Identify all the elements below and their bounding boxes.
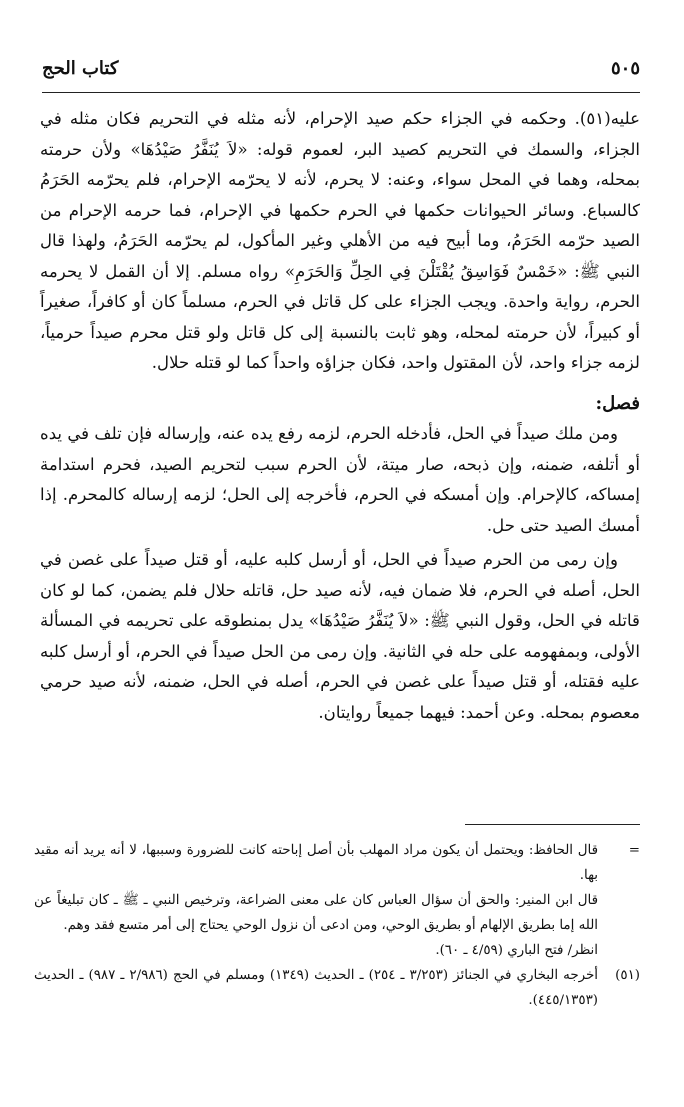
paragraph-2: ومن ملك صيداً في الحل، فأدخله الحرم، لزمه رفع يده عنه، وإرساله فإن تلف في يده أو أتلفه، ضمنه، وإن ذبحه، صار ميتة، لأن الحرم سبب لتحريم الصيد، فحرم استدامة إمساكه، كالإحرام. وإن أمسكه في الحرم، فأخرجه إلى الحل؛ لزمه إرساله كالمحرم. إذا أمسك الصيد حتى حل. [40, 424, 640, 535]
footnote-line: قال الحافظ: ويحتمل أن يكون مراد المهلب بأن أصل إباحته كانت للضرورة وسببها، لا أنه يريد أنه مقيد بها. [34, 843, 598, 883]
footnote-51 [34, 963, 640, 1013]
page-number: ٥٠٥ [610, 57, 640, 79]
main-text [40, 104, 640, 728]
footnote-number: (٥١) [615, 968, 640, 983]
page-header [42, 48, 640, 88]
paragraph-3: وإن رمى من الحرم صيداً في الحل، أو أرسل كلبه عليه، أو قتل صيداً على غصن في الحل، أصله في الحرم، فلا ضمان فيه، لأنه صيد حل، قاتله حلال فلم يضمن، كما لو كان قاتله في الحل، وقول النبي ﷺ: «لاَ يُنَفَّرُ صَيْدُهَا» يدل بمنطوقه على تحريمه في المسألة الأولى، وبمفهومه على حله في الثانية. وإن رمى من الحل صيداً في الحرم، أو أرسل كلبه عليه فقتله، أو قتل صيداً على غصن في الحرم، أصله في الحل، ضمنه، لأنه صيد حرمي معصوم بمحله. وعن أحمد: فيهما جميعاً روايتان. [40, 550, 640, 722]
section-heading: فصل: [595, 392, 640, 414]
footnote-continuation-marker: = [628, 843, 640, 858]
header-divider [42, 92, 640, 93]
footnotes [34, 838, 640, 1013]
footnote-line: قال ابن المنير: والحق أن سؤال العباس كان على معنى الضراعة، وترخيص النبي ـ ﷺ ـ كان تبليغاً عن الله إما بطريق الإلهام أو بطريق الوحي، ومن ادعى أن نزول الوحي يحتاج إلى أمر متسع فقد وهم. [34, 893, 598, 933]
footnote-text: أخرجه البخاري في الجنائز (٣/٢٥٣ ـ ٢٥٤) ـ الحديث (١٣٤٩) ومسلم في الحج (٢/٩٨٦ ـ ٩٨٧) ـ الحديث (٤٤٥/١٣٥٣). [34, 968, 598, 1008]
footnote-continuation [34, 838, 640, 963]
footnote-line: انظر/ فتح الباري (٤/٥٩ ـ ٦٠). [435, 943, 598, 958]
footnote-divider [465, 824, 640, 825]
running-title: كتاب الحج [42, 57, 119, 79]
paragraph-1: عليه(٥١). وحكمه في الجزاء حكم صيد الإحرام، لأنه مثله في التحريم فكان مثله في الجزاء، والسمك في التحريم كصيد البر، لعموم قوله: «لاَ يُنَفَّرُ صَيْدُهَا» ولأن حرمته بمحله، وهما في المحل سواء، وعنه: لا يحرم، لأنه لا يحرّمه الإحرام، فلم يحرّمه الحَرَمُ كالسباع. وسائر الحيوانات حكمها في الحرم حكمها في الإحرام، فما حرمه الإحرام من الصيد حرّمه الحَرَمُ، وما أبيح فيه من الأهلي وغير المأكول، لم يحرّمه الحَرَمُ، ولهذا قال النبي ﷺ: «خَمْسٌ فَوَاسِقُ يُقْتَلْنَ فِي الحِلِّ وَالحَرَمِ» رواه مسلم. إلا أن القمل لا يحرمه الحرم، رواية واحدة. ويجب الجزاء على كل قاتل في الحرم، مسلماً كان أو كافراً، صغيراً أو كبيراً، لأن حرمته لمحله، وهو ثابت بالنسبة إلى كل قاتل ولو قتل محرم صيداً حرمياً، لزمه جزاء واحد، لأن المقتول واحد، فكان جزاؤه واحداً كما لو قتله حلال. [40, 109, 640, 372]
